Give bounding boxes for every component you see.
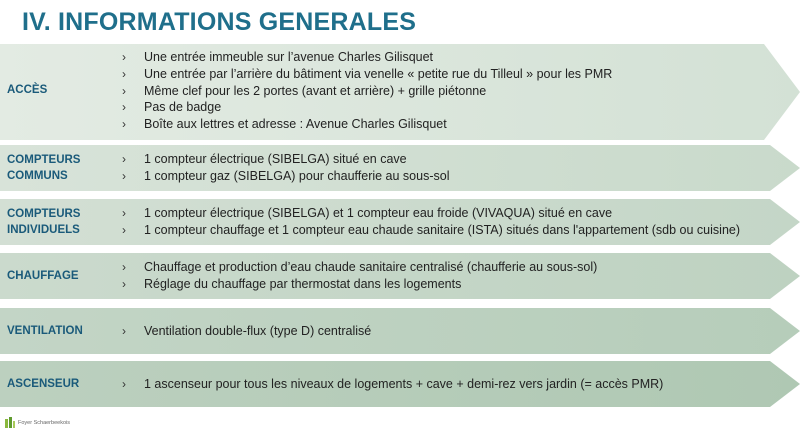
- foyer-logo-icon: [4, 417, 16, 429]
- band-background: [0, 308, 800, 354]
- row-acces: [0, 44, 800, 140]
- list-item: › Ventilation double-flux (type D) centralisé: [122, 324, 372, 338]
- list-item: › 1 compteur électrique (SIBELGA) et 1 compteur eau froide (VIVAQUA) situé en cave: [122, 206, 613, 220]
- list-item: › 1 ascenseur pour tous les niveaux de logements + cave + demi-rez vers jardin (= accès PMR): [122, 377, 664, 391]
- row-label: ACCÈS: [7, 84, 48, 96]
- page-title: IV. INFORMATIONS GENERALES: [22, 8, 417, 36]
- chevron-right-icon: ›: [122, 324, 126, 338]
- chevron-right-icon: ›: [122, 152, 126, 166]
- chevron-right-icon: ›: [122, 83, 126, 98]
- list-item: › Chauffage et production d’eau chaude sanitaire centralisé (chaufferie au sous-sol): [122, 260, 598, 274]
- chevron-right-icon: ›: [122, 276, 126, 291]
- chevron-right-icon: ›: [122, 100, 126, 115]
- chevron-right-icon: ›: [122, 222, 126, 237]
- row-compteurs-individuels: [0, 199, 800, 245]
- list-item: › 1 compteur électrique (SIBELGA) situé en cave: [122, 152, 407, 166]
- row-ascenseur: [0, 361, 800, 407]
- list-item: › Boîte aux lettres et adresse : Avenue Charles Gilisquet: [122, 117, 447, 132]
- footer-logo: [4, 416, 70, 430]
- chevron-right-icon: ›: [122, 168, 126, 183]
- chevron-right-icon: ›: [122, 206, 126, 220]
- row-compteurs-communs: [0, 145, 800, 191]
- chevron-right-icon: ›: [122, 50, 126, 64]
- list-item: › Pas de badge: [122, 100, 222, 115]
- row-label: CHAUFFAGE: [7, 270, 79, 282]
- chevron-right-icon: ›: [122, 377, 126, 391]
- list-item: › 1 compteur chauffage et 1 compteur eau chaude sanitaire (ISTA) situés dans l'appartement (sdb ou cuisine): [122, 222, 741, 237]
- org-name: Foyer Schaerbeekois: [18, 420, 70, 426]
- row-label: COMPTEURS COMMUNS: [7, 154, 81, 182]
- chevron-right-icon: ›: [122, 66, 126, 81]
- row-label: ASCENSEUR: [7, 378, 80, 390]
- chevron-right-icon: ›: [122, 260, 126, 274]
- list-item: › Une entrée par l’arrière du bâtiment via venelle « petite rue du Tilleul » pour les PMR: [122, 66, 613, 81]
- chevron-right-icon: ›: [122, 117, 126, 132]
- row-label: VENTILATION: [7, 325, 83, 337]
- row-label: COMPTEURS INDIVIDUELS: [7, 208, 81, 236]
- list-item: › Même clef pour les 2 portes (avant et arrière) + grille piétonne: [122, 83, 487, 98]
- list-item: › 1 compteur gaz (SIBELGA) pour chaufferie au sous-sol: [122, 168, 450, 183]
- list-item: › Réglage du chauffage par thermostat dans les logements: [122, 276, 462, 291]
- row-ventilation: [0, 308, 800, 354]
- row-chauffage: [0, 253, 800, 299]
- list-item: › Une entrée immeuble sur l’avenue Charles Gilisquet: [122, 50, 434, 64]
